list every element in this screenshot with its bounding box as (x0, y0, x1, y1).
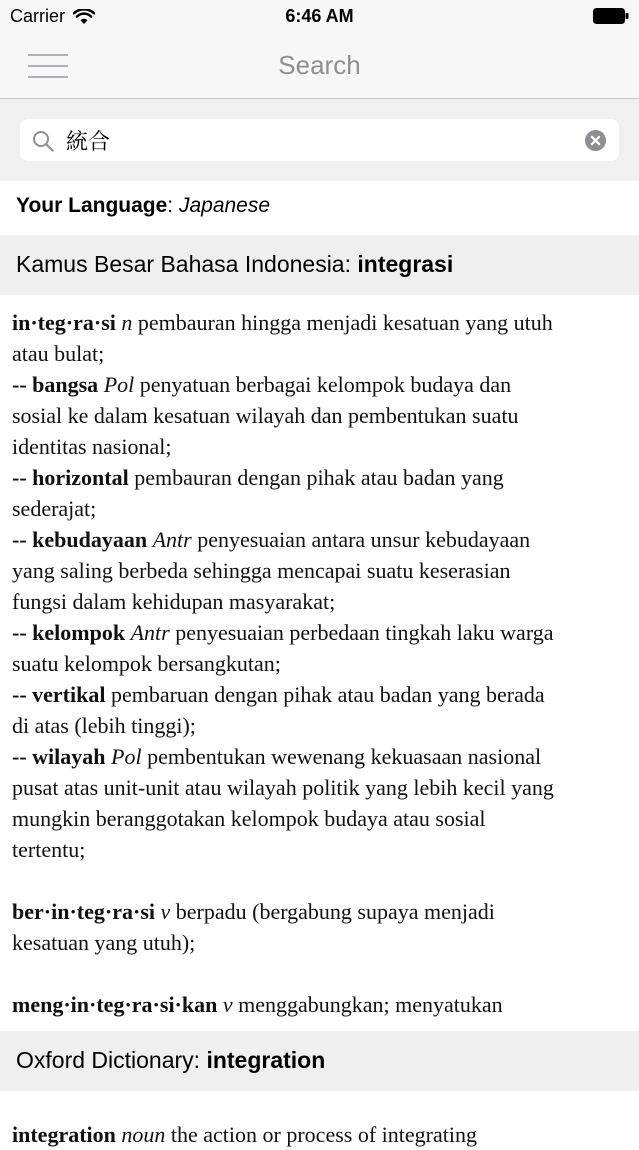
entry-line (12, 617, 630, 648)
entry-part-of-speech: noun (121, 1122, 166, 1147)
entry-line (12, 493, 630, 524)
entry-line (12, 338, 630, 369)
entry-part-of-speech: Pol (103, 372, 135, 397)
entry-line (12, 1119, 630, 1150)
entry-line (12, 400, 630, 431)
battery-icon (593, 8, 629, 24)
language-separator: : (167, 194, 179, 217)
entry-headword: in·teg·ra·si (12, 310, 116, 335)
entry-definition: pusat atas unit-unit atau wilayah politik yang lebih kecil yang (12, 775, 554, 800)
entry-line (12, 834, 630, 865)
oxford-section-header (0, 1031, 639, 1091)
entry-line (12, 710, 630, 741)
oxford-header-text (16, 1047, 325, 1074)
entry-line (12, 989, 630, 1020)
language-value: Japanese (178, 194, 271, 217)
entry-line (12, 772, 630, 803)
status-time: 6:46 AM (285, 6, 354, 26)
entry-definition: kesatuan yang utuh); (12, 930, 196, 955)
entry-part-of-speech: Antr (130, 620, 170, 645)
entry-line (12, 431, 630, 462)
entry-definition: sosial ke dalam kesatuan wilayah dan pembentukan suatu (12, 403, 519, 428)
entry-definition: pembaruan dengan pihak atau badan yang berada (105, 682, 545, 707)
entry-headword: meng·in·teg·ra·si·kan (12, 992, 218, 1017)
entry-definition: pembentukan wewenang kekuasaan nasional (141, 744, 542, 769)
entry-part-of-speech: Pol (111, 744, 142, 769)
oxford-entry (12, 1119, 630, 1150)
entry-headword: integration (12, 1122, 116, 1147)
entry-line (12, 803, 630, 834)
entry-definition: the action or process of integrating (165, 1122, 477, 1147)
entry-headword: ber·in·teg·ra·si (12, 899, 155, 924)
entry-line (12, 555, 630, 586)
entry-definition: yang saling berbeda sehingga mencapai suatu keserasian (12, 558, 511, 583)
entry-line (12, 586, 630, 617)
oxford-term: integration (206, 1047, 326, 1073)
entry-definition: penyesuaian perbedaan tingkah laku warga (169, 620, 554, 645)
entry-definition: mungkin beranggotakan kelompok budaya atau sosial (12, 806, 486, 831)
entry-definition: identitas nasional; (12, 434, 172, 459)
entry-line (12, 896, 630, 927)
entry-line (12, 462, 630, 493)
entry-headword: -- bangsa (12, 372, 99, 397)
entry-definition: atau bulat; (12, 341, 105, 366)
search-icon (32, 130, 54, 152)
entry-definition: tertentu; (12, 837, 86, 862)
kbbi-entry (12, 307, 630, 1020)
clear-search-icon[interactable] (585, 130, 606, 151)
entry-part-of-speech: Antr (152, 527, 192, 552)
entry-definition: sederajat; (12, 496, 97, 521)
entry-definition: di atas (lebih tinggi); (12, 713, 196, 738)
search-bar-area (0, 99, 639, 181)
kbbi-section-header (0, 235, 639, 295)
entry-headword: -- kebudayaan (12, 527, 148, 552)
entry-definition: berpadu (bergabung supaya menjadi (170, 899, 495, 924)
entry-headword: -- kelompok (12, 620, 126, 645)
status-bar (0, 0, 639, 32)
entry-line (12, 369, 630, 400)
entry-line (12, 648, 630, 679)
search-input[interactable] (66, 123, 566, 157)
kbbi-term: integrasi (357, 251, 454, 277)
entry-headword: -- vertikal (12, 682, 106, 707)
entry-part-of-speech: v (160, 899, 171, 924)
page-title: Search (278, 50, 361, 80)
entry-gap (12, 865, 630, 896)
kbbi-header-text (16, 251, 453, 278)
entry-part-of-speech: v (222, 992, 233, 1017)
language-row (16, 194, 270, 218)
entry-definition: menggabungkan; menyatukan (232, 992, 503, 1017)
nav-bar (0, 32, 639, 99)
entry-line (12, 927, 630, 958)
entry-line (12, 524, 630, 555)
kbbi-source: Kamus Besar Bahasa Indonesia: (16, 251, 358, 277)
entry-definition: pembauran hingga menjadi kesatuan yang utuh (132, 310, 553, 335)
carrier-label: Carrier (10, 6, 66, 26)
entry-definition: fungsi dalam kehidupan masyarakat; (12, 589, 336, 614)
entry-headword: -- wilayah (12, 744, 106, 769)
entry-definition: suatu kelompok bersangkutan; (12, 651, 281, 676)
entry-line (12, 307, 630, 338)
entry-definition: pembauran dengan pihak atau badan yang (128, 465, 504, 490)
search-box[interactable] (20, 119, 619, 161)
entry-headword: -- horizontal (12, 465, 129, 490)
entry-line (12, 741, 630, 772)
entry-gap (12, 958, 630, 989)
oxford-source: Oxford Dictionary: (16, 1047, 207, 1073)
entry-definition: penyatuan berbagai kelompok budaya dan (134, 372, 512, 397)
entry-part-of-speech: n (121, 310, 133, 335)
entry-definition: penyesuaian antara unsur kebudayaan (191, 527, 531, 552)
language-label: Your Language (16, 194, 168, 217)
entry-line (12, 679, 630, 710)
